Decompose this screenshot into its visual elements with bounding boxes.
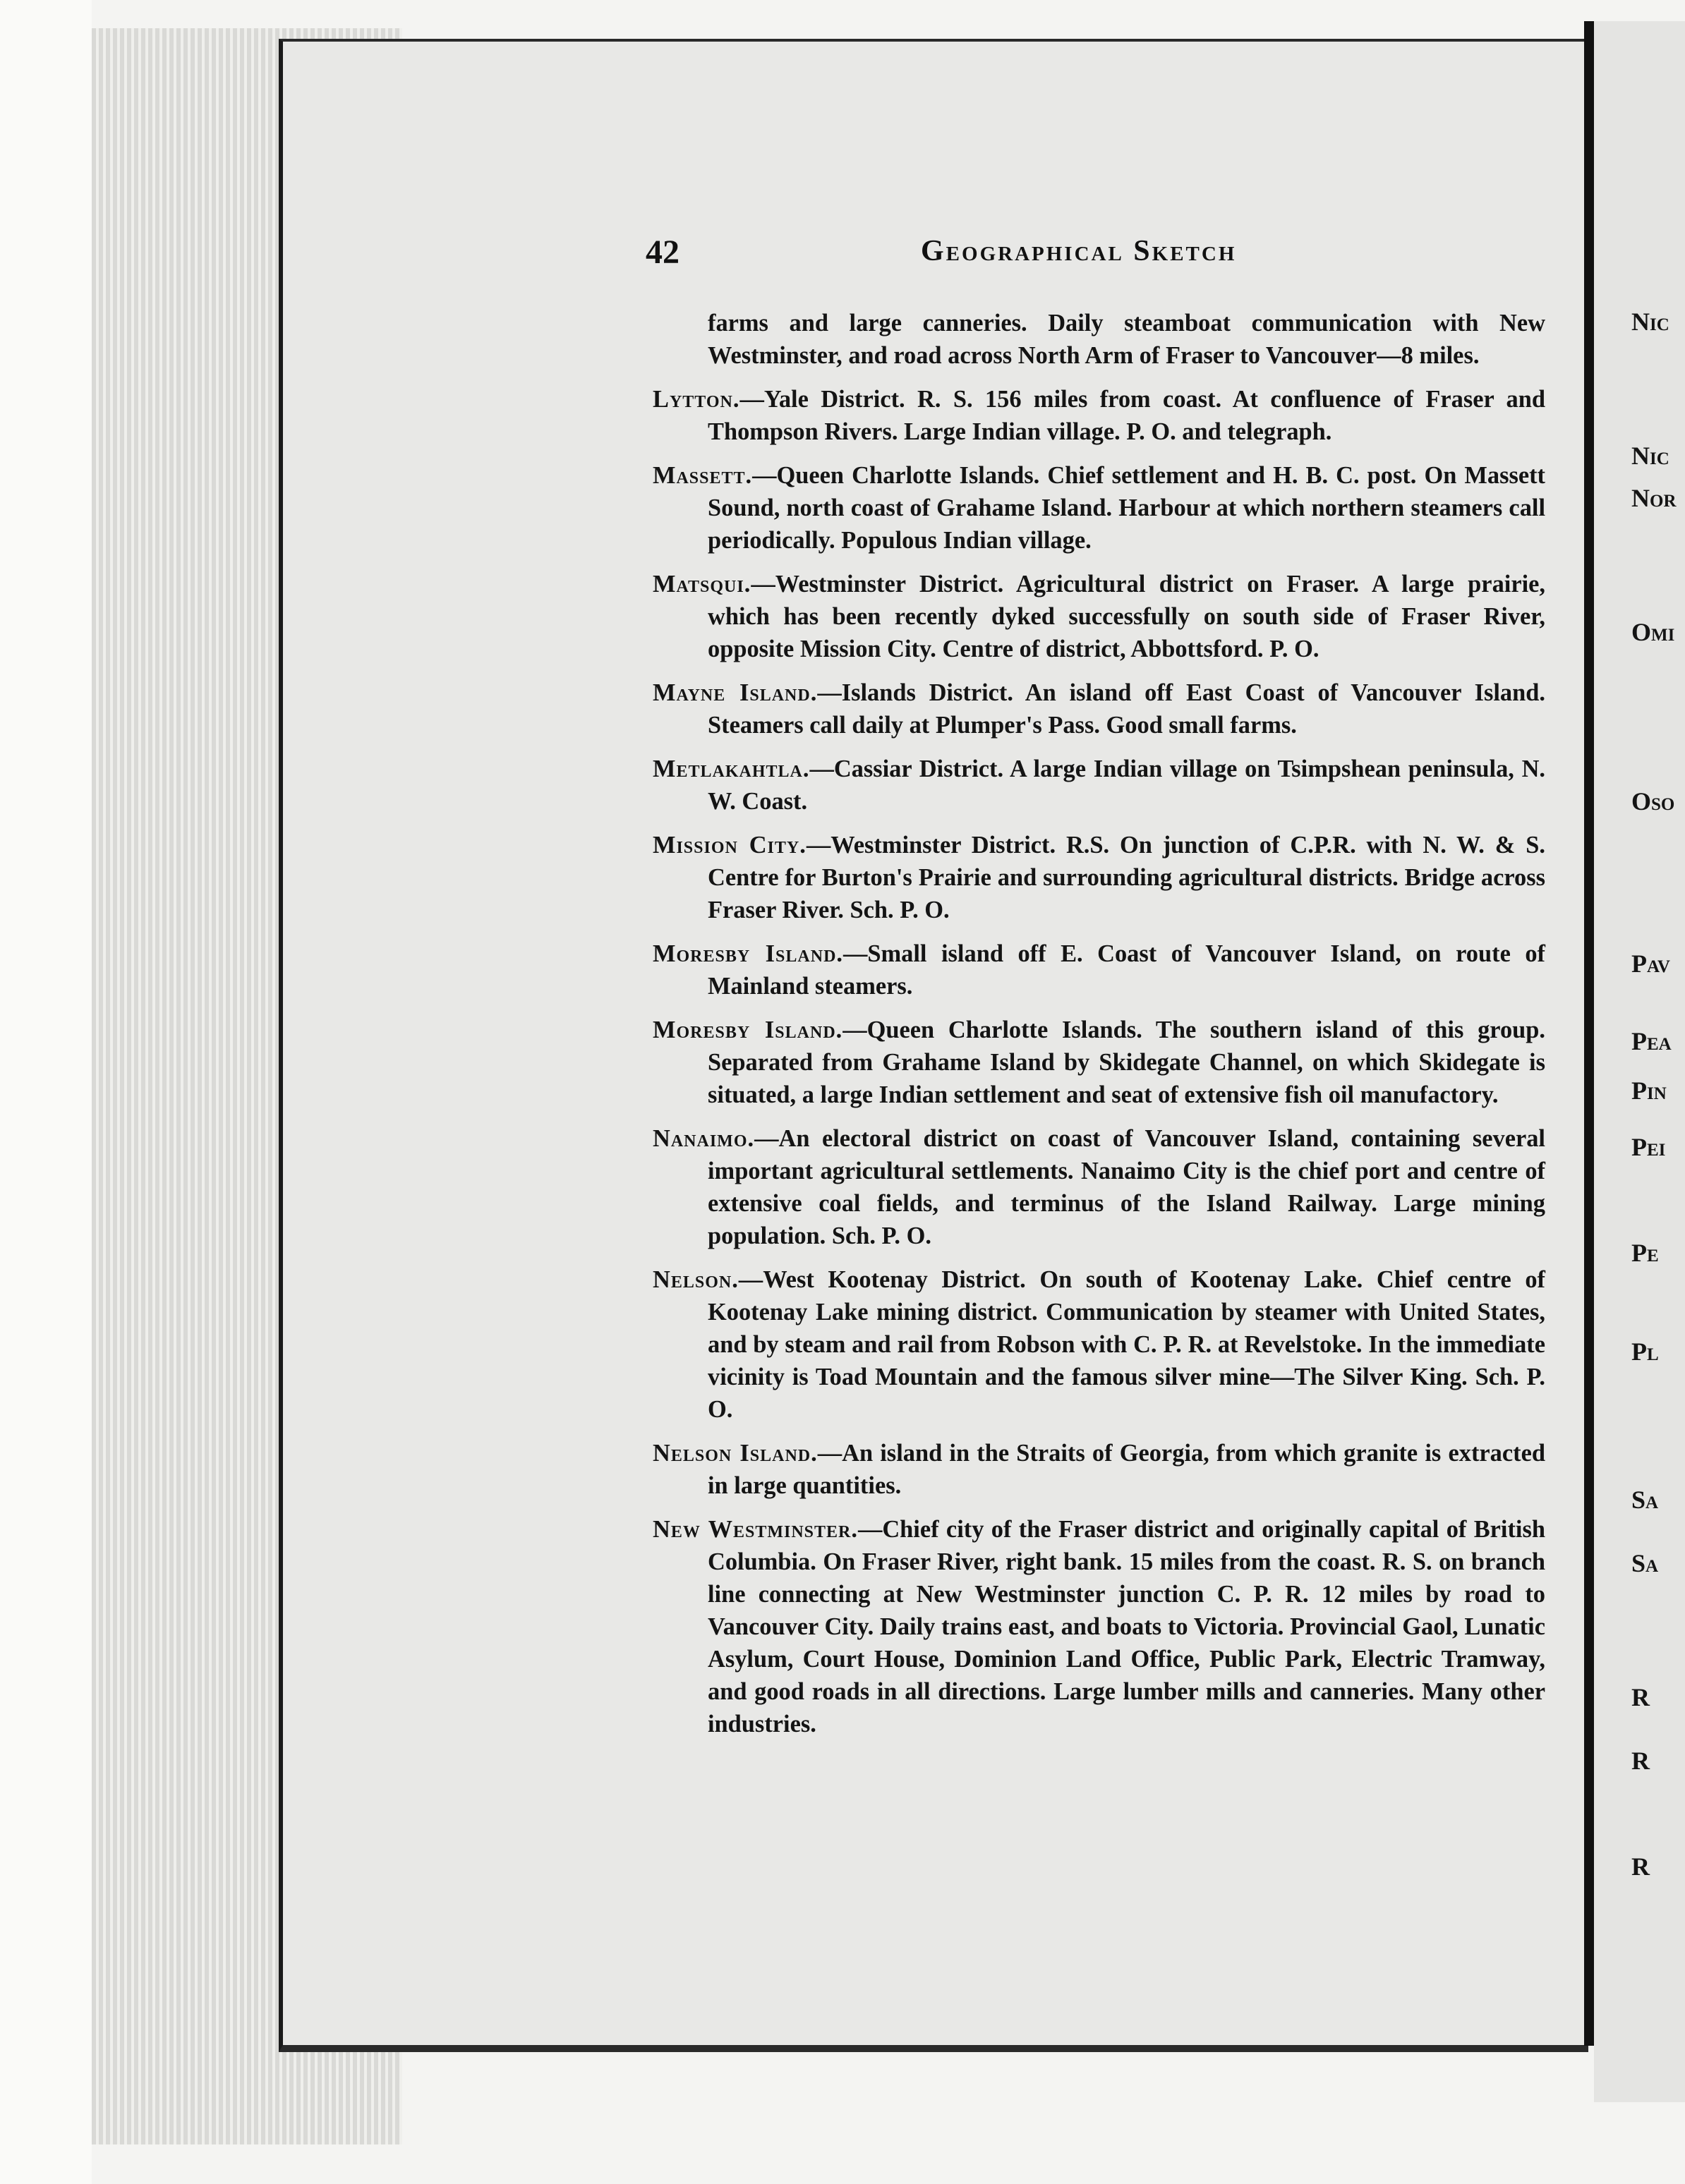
- facing-page-fragment: Nor: [1631, 484, 1677, 512]
- entry-description: —Small island off E. Coast of Vancouver Island, on route of Mainland steamers.: [708, 940, 1545, 1000]
- entry-headword: Lytton.: [653, 386, 740, 413]
- gazetteer-entry: [653, 1122, 1545, 1252]
- facing-page-fragment: R: [1631, 1683, 1650, 1711]
- entry-description: —Islands District. An island off East Coast of Vancouver Island. Steamers call daily at Plumper's Pass. Good small farms.: [708, 679, 1545, 739]
- entry-headword: Nelson Island.: [653, 1440, 818, 1467]
- entry-description: —An island in the Straits of Georgia, from which granite is extracted in large quantities.: [708, 1440, 1545, 1499]
- gazetteer-entry: [653, 1437, 1545, 1502]
- gazetteer-entry: [653, 1014, 1545, 1111]
- entry-description: —West Kootenay District. On south of Kootenay Lake. Chief centre of Kootenay Lake mining district. Communication by steamer with United States, and by steam and rail from Robson with C. P. R. at Revelstoke. In the immediate vicinity is Toad Mountain and the famous silver mine—The Silver King. Sch. P. O.: [708, 1266, 1545, 1423]
- running-head: Geographical Sketch: [921, 235, 1237, 267]
- gazetteer-entry: [653, 459, 1545, 557]
- entry-headword: Moresby Island.: [653, 940, 844, 967]
- facing-page-fragment: Nic: [1631, 442, 1669, 470]
- continued-entry-text: farms and large canneries. Daily steamboat communication with New Westminster, and road across North Arm of Fraser to Vancouver—8 miles.: [708, 310, 1545, 369]
- facing-page-fragment: Pin: [1631, 1076, 1667, 1105]
- gazetteer-entry: [653, 829, 1545, 926]
- facing-page-fragment: Pei: [1631, 1133, 1666, 1161]
- entry-headword: New Westminster.: [653, 1516, 858, 1543]
- facing-page-fragment: Sa: [1631, 1549, 1659, 1577]
- facing-page-fragment: Pea: [1631, 1027, 1672, 1055]
- gazetteer-entry: [653, 938, 1545, 1002]
- entry-description: —Cassiar District. A large Indian village on Tsimpshean peninsula, N. W. Coast.: [708, 756, 1545, 815]
- entry-headword: Nelson.: [653, 1266, 739, 1293]
- page-number: 42: [646, 233, 680, 271]
- entry-description: —Queen Charlotte Islands. The southern island of this group. Separated from Grahame Island by Skidegate Channel, on which Skidegate is situated, a large Indian settlement and seat of extensive fish oil manufactory.: [708, 1017, 1545, 1108]
- entry-description: —An electoral district on coast of Vancouver Island, containing several important agricultural settlements. Nanaimo City is the chief port and centre of extensive coal fields, and terminus of the Island Railway. Large mining population. Sch. P. O.: [708, 1125, 1545, 1249]
- entry-headword: Mission City.: [653, 832, 807, 859]
- facing-page-fragment: Omi: [1631, 618, 1675, 646]
- gazetteer-entry: [653, 1513, 1545, 1740]
- facing-page-fragment: Pl: [1631, 1337, 1659, 1366]
- facing-page-fragment: R: [1631, 1852, 1650, 1881]
- entry-headword: Nanaimo.: [653, 1125, 755, 1152]
- entry-headword: Moresby Island.: [653, 1017, 843, 1043]
- gazetteer-entries: [653, 307, 1545, 1752]
- facing-page-fragment: R: [1631, 1747, 1650, 1775]
- entry-headword: Matsqui.: [653, 571, 751, 597]
- facing-page-fragment: Oso: [1631, 787, 1675, 815]
- facing-page-fragment: Sa: [1631, 1486, 1659, 1514]
- entry-description: —Chief city of the Fraser district and originally capital of British Columbia. On Fraser River, right bank. 15 miles from the coast. R. S. on branch line connecting at New Westminster junction C. P. R. 12 miles by road to Vancouver City. Daily trains east, and boats to Victoria. Provincial Gaol, Lunatic Asylum, Court House, Dominion Land Office, Public Park, Electric Tramway, and good roads in all directions. Large lumber mills and canneries. Many other industries.: [708, 1516, 1545, 1737]
- entry-description: —Westminster District. R.S. On junction of C.P.R. with N. W. & S. Centre for Burton's Prairie and surrounding agricultural districts. Bridge across Fraser River. Sch. P. O.: [708, 832, 1545, 923]
- gazetteer-entry: [653, 383, 1545, 448]
- entry-headword: Mayne Island.: [653, 679, 818, 706]
- book-spine-margin: [0, 0, 92, 2184]
- page-gutter: [1584, 21, 1594, 2046]
- entry-description: —Yale District. R. S. 156 miles from coast. At confluence of Fraser and Thompson Rivers. Large Indian village. P. O. and telegraph.: [708, 386, 1545, 445]
- facing-page-fragment: Pe: [1631, 1239, 1659, 1267]
- entry-description: —Westminster District. Agricultural district on Fraser. A large prairie, which has been recently dyked successfully on south side of Fraser River, opposite Mission City. Centre of district, Abbottsford. P. O.: [708, 571, 1545, 662]
- gazetteer-entry: [653, 677, 1545, 741]
- entry-headword: Massett.: [653, 462, 753, 489]
- facing-page-fragment: Nic: [1631, 308, 1669, 336]
- facing-page-fragment: Pav: [1631, 950, 1670, 978]
- gazetteer-entry: [653, 753, 1545, 818]
- gazetteer-entry: [653, 1263, 1545, 1426]
- gazetteer-entry: [653, 568, 1545, 665]
- entry-description: —Queen Charlotte Islands. Chief settlement and H. B. C. post. On Massett Sound, north coast of Grahame Island. Harbour at which northern steamers call periodically. Populous Indian village.: [708, 462, 1545, 554]
- entry-headword: Metlakahtla.: [653, 756, 810, 782]
